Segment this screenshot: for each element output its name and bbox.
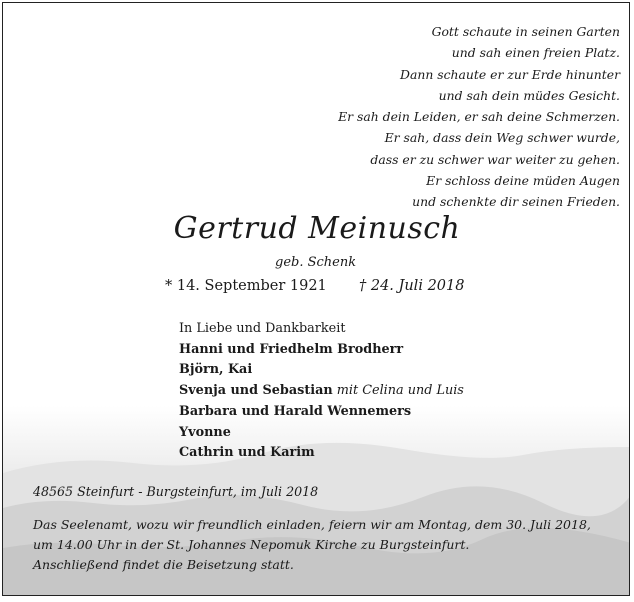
family-member-children: mit Celina und Luis (332, 383, 464, 399)
death-date: † 24. Juli 2018 (359, 278, 465, 294)
service-line: um 14.00 Uhr in der St. Johannes Nepomuk Kirche zu Burgsteinfurt. (33, 537, 470, 552)
family-list (179, 319, 464, 464)
family-intro: In Liebe und Dankbarkeit (179, 321, 346, 336)
location-date: 48565 Steinfurt - Burgsteinfurt, im Juli 2018 (33, 484, 319, 499)
family-member: Björn, Kai (179, 362, 253, 378)
poem-line: Dann schaute er zur Erde hinunter (400, 66, 620, 82)
birth-date: * 14. September 1921 (165, 278, 327, 294)
poem-line: dass er zu schwer war weiter zu gehen. (370, 151, 620, 167)
service-line: Das Seelenamt, wozu wir freundlich einladen, feiern wir am Montag, dem 30. Juli 2018, (33, 517, 591, 532)
service-info (33, 515, 591, 575)
poem-line: Gott schaute in seinen Garten (431, 24, 620, 39)
service-line: Anschließend findet die Beisetzung statt. (33, 557, 294, 572)
family-member: Yvonne (179, 424, 231, 440)
family-member: Hanni und Friedhelm Brodherr (179, 341, 404, 357)
family-member: Barbara und Harald Wennemers (179, 403, 412, 419)
family-member: Cathrin und Karim (179, 445, 315, 461)
poem-line: Er schloss deine müden Augen (426, 173, 620, 189)
poem-line: und sah dein müdes Gesicht. (438, 87, 620, 103)
poem (338, 21, 620, 213)
poem-line: und sah einen freien Platz. (451, 45, 620, 61)
poem-line: Er sah, dass dein Weg schwer wurde, (384, 130, 620, 146)
deceased-name: Gertrud Meinusch (173, 211, 461, 246)
poem-line: und schenkte dir seinen Frieden. (412, 194, 620, 210)
birth-name: geb. Schenk (275, 255, 357, 270)
obituary-notice (2, 2, 630, 596)
family-member: Svenja und Sebastian (179, 383, 333, 399)
poem-line: Er sah dein Leiden, er sah deine Schmerzen. (338, 109, 620, 125)
